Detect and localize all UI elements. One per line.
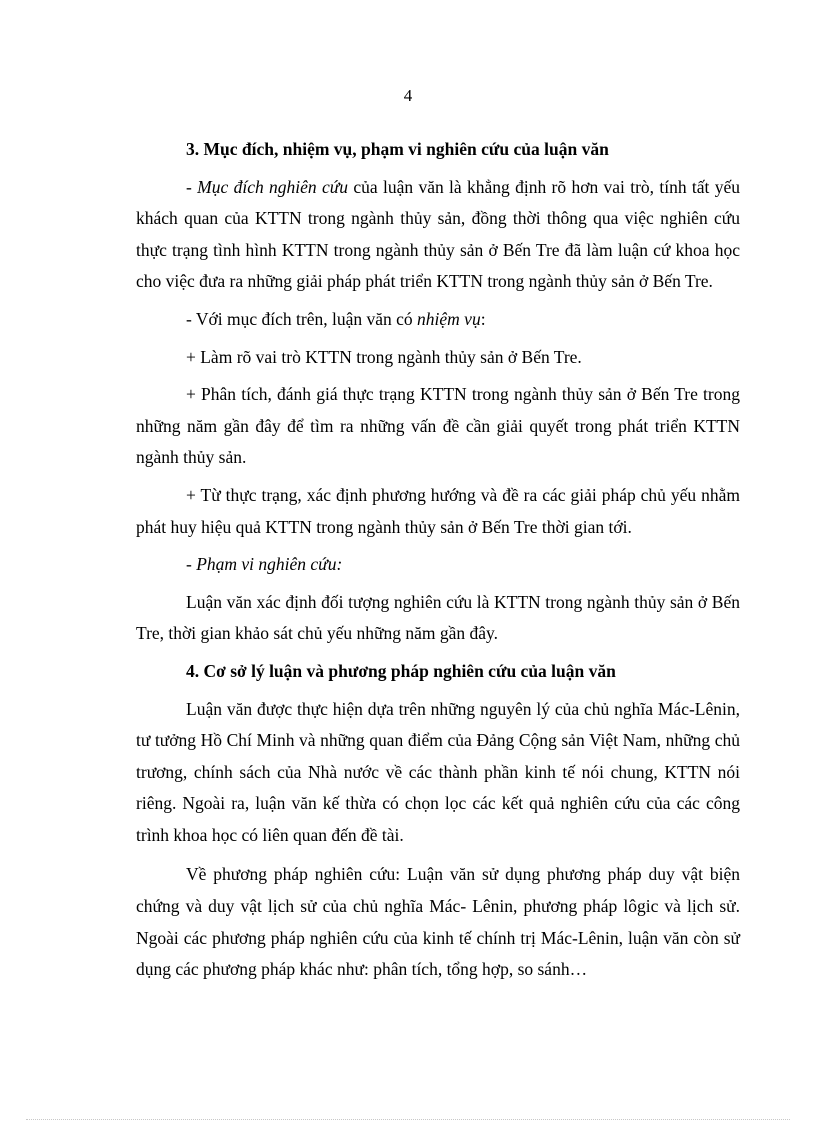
page-bottom-divider [26, 1119, 790, 1120]
document-body [136, 134, 740, 986]
section-3-heading: 3. Mục đích, nhiệm vụ, phạm vi nghiên cứu của luận văn [186, 139, 609, 159]
page-number: 4 [403, 86, 413, 105]
task-item-1: + Làm rõ vai trò KTTN trong ngành thủy sản ở Bến Tre. [186, 346, 582, 367]
task-item-3: + Từ thực trạng, xác định phương hướng và đề ra các giải pháp chủ yếu nhằm phát huy hiệu quả KTTN trong ngành thủy sản ở Bến Tre thời gian tới. [136, 484, 740, 537]
purpose-prefix: - [186, 176, 198, 197]
section-4-heading: 4. Cơ sở lý luận và phương pháp nghiên cứu của luận văn [186, 660, 616, 681]
task-item-2: + Phân tích, đánh giá thực trạng KTTN trong ngành thủy sản ở Bến Tre trong những năm gần đây để tìm ra những vấn đề cần giải quyết trong phát triển KTTN ngành thủy sản. [136, 384, 740, 468]
purpose-paragraph [136, 172, 740, 298]
tasks-prefix: - Với mục đích trên, luận văn có [186, 308, 418, 329]
tasks-intro-paragraph [136, 304, 740, 336]
theory-paragraph: Luận văn được thực hiện dựa trên những nguyên lý của chủ nghĩa Mác-Lênin, tư tưởng Hồ Chí Minh và những quan điểm của Đảng Cộng sản Việt Nam, những chủ trương, chính sách của Nhà nước về các thành phần kinh tế nói chung, KTTN nói riêng. Ngoài ra, luận văn kế thừa có chọn lọc các kết quả nghiên cứu của các công trình khoa học có liên quan đến đề tài. [136, 698, 740, 845]
scope-label: - Phạm vi nghiên cứu: [186, 554, 343, 575]
methods-paragraph: Về phương pháp nghiên cứu: Luận văn sử dụng phương pháp duy vật biện chứng và duy vật lịch sử của chủ nghĩa Mác- Lênin, phương pháp lôgic và lịch sử. Ngoài các phương pháp nghiên cứu của kinh tế chính trị Mác-Lênin, luận văn còn sử dụng các phương pháp khác như: phân tích, tổng hợp, so sánh… [136, 864, 740, 980]
scope-paragraph: Luận văn xác định đối tượng nghiên cứu là KTTN trong ngành thủy sản ở Bến Tre, thời gian khảo sát chủ yếu những năm gần đây. [136, 591, 740, 644]
purpose-label: Mục đích nghiên cứu [197, 176, 349, 197]
tasks-suffix: : [480, 308, 486, 329]
purpose-text: của luận văn là khẳng định rõ hơn vai trò, tính tất yếu khách quan của KTTN trong ngành thủy sản, đồng thời thông qua việc nghiên cứu thực trạng tình hình KTTN trong ngành thủy sản ở Bến Tre đã làm luận cứ khoa học cho việc đưa ra những giải pháp phát triển KTTN trong ngành thủy sản ở Bến Tre. [136, 176, 741, 292]
tasks-label: nhiệm vụ [417, 308, 481, 329]
